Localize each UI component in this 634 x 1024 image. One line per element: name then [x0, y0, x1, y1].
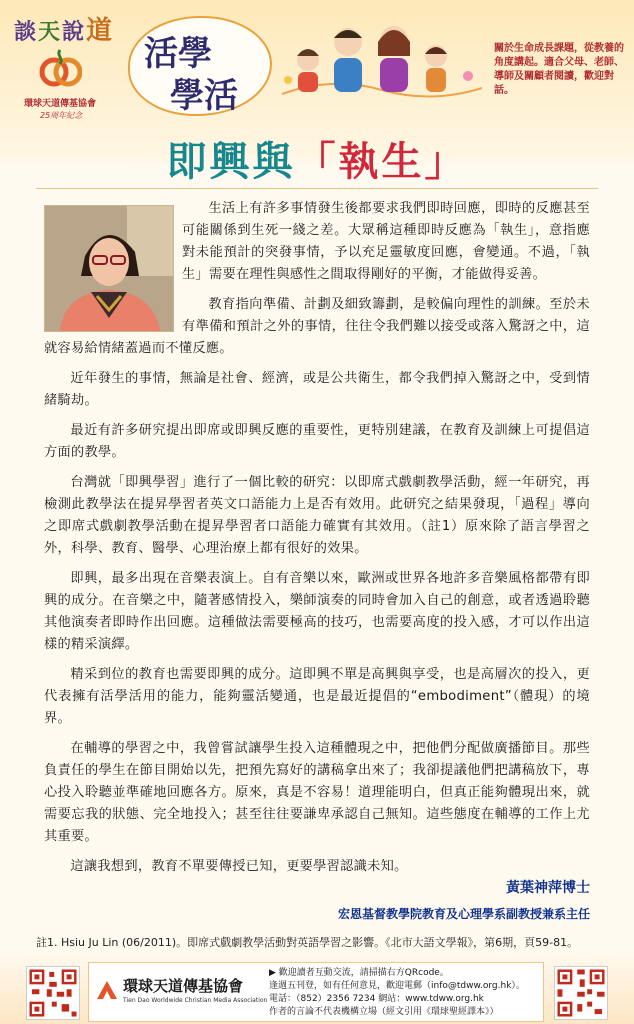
- headline-part-b: 「執生」: [295, 138, 468, 185]
- article-paragraph: 在輔導的學習之中，我曾嘗試讓學生投入這種體現之中，把他們分配做廣播節目。那些負責任的學生在節目開始以先，把預先寫好的講稿拿出來了；我卻提議他們把講稿放下，專心投入聆聽並準確地回應各方。原來，真是不容易！道理能明白，但真正能夠體現出來，就需要忘我的狀態、完全地投入；甚至往往要謙卑承認自己無知。這些態度在輔導的工作上尤其重要。: [44, 741, 590, 844]
- footer-contact-info: [269, 967, 539, 1019]
- article-paragraph: 教育指向準備、計劃及細致籌劃，是較偏向理性的訓練。至於未有準備和預計之外的事情，往往令我們難以接受或落入驚訝之中，這就容易給情緒蓋過而不懂反應。: [44, 297, 590, 356]
- article-headline: [0, 130, 634, 187]
- footer-info-line: ▶ 歡迎讀者互動交流，請掃描右方QRcode。: [269, 968, 449, 978]
- org-logo-icon: [95, 977, 119, 1001]
- column-title: [128, 16, 272, 116]
- series-char-1: 談: [14, 19, 39, 45]
- column-intro: 關於生命成長課題，從教養的角度講起。適合父母、老師、導師及關顧者閱讀，歡迎對話。: [494, 43, 624, 96]
- series-char-3: 說: [62, 19, 87, 45]
- article-body: [44, 198, 590, 886]
- footer-org-name: 環球天道傳基協會: [123, 977, 244, 995]
- footer-info-line[interactable]: 電話：（852）2356 7234 網站：www.tdww.org.hk: [269, 994, 484, 1004]
- author-role: 宏恩基督教學院教育及心理學系副教授兼系主任: [337, 907, 590, 921]
- column-title-line2: 學活: [170, 76, 238, 116]
- anniversary-emblem-icon: [38, 46, 82, 90]
- article-paragraph: 生活上有許多事情發生後都要求我們即時回應，即時的反應甚至可能關係到生死一綫之差。大眾稱這種即時反應為「執生」，意指應對未能預計的突發事情，予以充足靈敏度回應，會變通。不過，「執生」需要在理性與感性之間取得剛好的平衡，才能做得妥善。: [182, 201, 590, 282]
- footnote: 註1. Hsiu Ju Lin (06/2011)。即席式戲劇教學活動對英語學習之影響。《北市大語文學報》，第6期，頁59-81。: [36, 936, 579, 949]
- series-name: [14, 10, 114, 47]
- article-paragraph: 精采到位的教育也需要即興的成分。這即興不單是高興與享受，也是高層次的投入，更代表擁有活學活用的能力，能夠靈活變通，也是最近提倡的“embodiment”（體現）的境界。: [44, 667, 590, 726]
- org-name-small: 環球天道傳基協會: [24, 99, 97, 109]
- article-paragraph: 最近有許多研究提出即席或即興反應的重要性，更特別建議，在教育及訓練上可提倡這方面的教學。: [44, 423, 590, 460]
- author-signature: [338, 877, 590, 922]
- article-paragraph: 近年發生的事情，無論是社會、經濟，或是公共衛生，都令我們掉入驚訝之中，受到情緒騎劫。: [44, 371, 590, 408]
- footer-org-name-en: Tien Dao Worldwide Christian Media Association: [123, 997, 268, 1004]
- article-paragraph: 台灣就「即興學習」進行了一個比較的研究：以即席式戲劇教學活動，經一年研究，再檢測此教學法在提昇學習者英文口語能力上是否有效用。此研究之結果發現，「過程」導向之即席式戲劇教學活動在提昇學習者口語能力確實有其效用。（註1）原來除了語言學習之外，科學、教育、醫學、心理治療上都有很好的效果。: [44, 475, 590, 556]
- family-illustration-icon: [282, 16, 482, 98]
- footer-info-band: [88, 962, 544, 1022]
- column-title-line1: 活學: [144, 34, 212, 74]
- anniversary-label: 25周年紀念: [40, 111, 83, 120]
- article-paragraph: 這讓我想到，教育不單要傳授已知，更要學習認識未知。: [70, 859, 408, 874]
- series-char-4: 道: [86, 16, 115, 46]
- photo-spacer: [44, 198, 182, 322]
- series-char-2: 天: [38, 19, 63, 45]
- author-name: 黃葉神萍博士: [506, 880, 590, 896]
- footer-info-line[interactable]: 逢週五刊登，如有任何意見，歡迎電郵（info@tdww.org.hk）。: [269, 981, 525, 991]
- footer-info-line: 作者的言論不代表機構立場（經文引用《環球聖經譯本》）: [269, 1007, 499, 1017]
- header-divider: [36, 188, 598, 189]
- column-header: [0, 0, 634, 125]
- article-paragraph: 即興，最多出現在音樂表演上。自有音樂以來，歐洲或世界各地許多音樂風格都帶有即興的成分。在音樂之中，隨著感情投入，樂師演奏的同時會加入自己的創意，或者透過聆聽其他演奏者即時作出回應。這種做法需要極高的技巧，也需要高度的投入感，才可以作出這樣的精采演繹。: [44, 571, 590, 652]
- qr-code-icon[interactable]: [26, 966, 80, 1020]
- qr-code-icon[interactable]: [554, 966, 608, 1020]
- headline-part-a: 即興與: [166, 138, 296, 185]
